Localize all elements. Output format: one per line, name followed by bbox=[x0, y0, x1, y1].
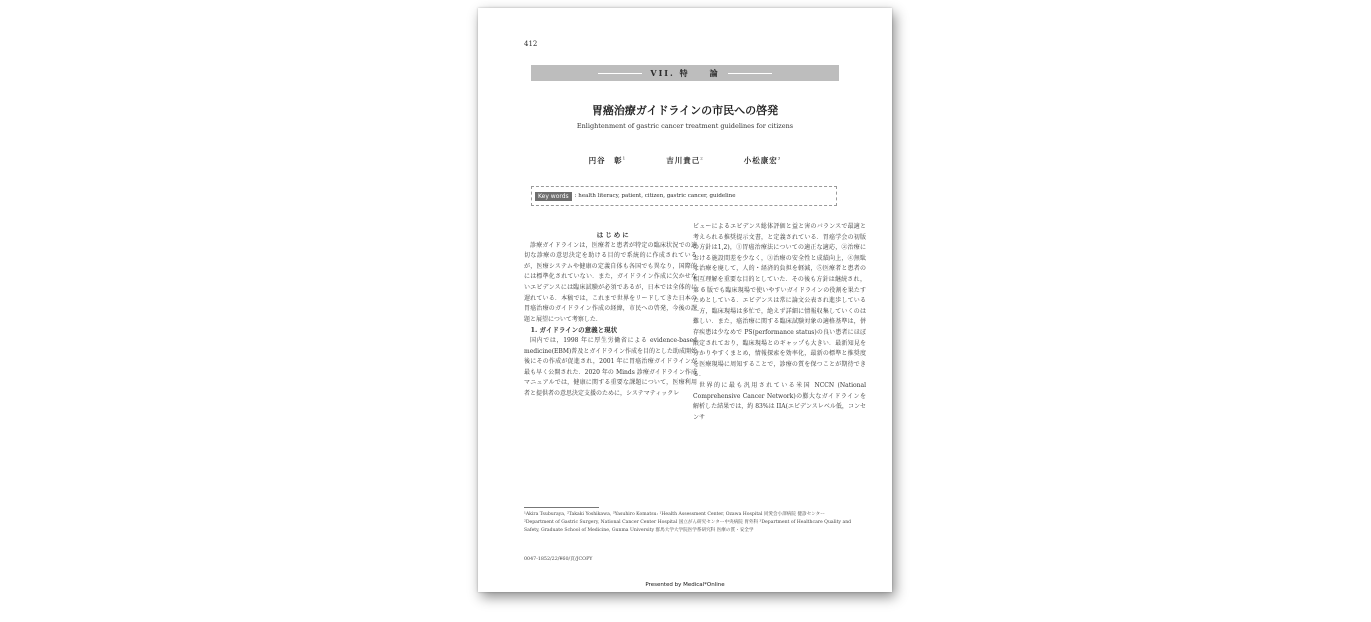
article-subtitle: Enlightenment of gastric cancer treatment guidelines for citizens bbox=[576, 122, 794, 130]
banner-rule-right bbox=[728, 73, 772, 74]
author-list bbox=[478, 155, 892, 166]
keywords-label: Key words bbox=[535, 192, 572, 201]
intro-paragraph: 診療ガイドラインは，医療者と患者が特定の臨床状況での適切な診療の意思決定を助ける目的で系統的に作成されているが，医療システムや健康の定義自体も各国でも異なり，国際的には標準化されていない．また，ガイドライン作成に欠かせないエビデンスには臨床試験が必須であるが，日本では全体的に遅れている．本稿では，これまで世界をリードしてきた日本の胃癌治療のガイドライン作成の経緯，市民への啓発，今後の課題と展望について考察した． bbox=[524, 241, 697, 323]
banner-text: VII. 特 論 bbox=[650, 67, 720, 78]
presented-by: Presented by Medical*Online bbox=[645, 582, 725, 588]
col2-paragraph-2: 世界的に最も汎用されている米国 NCCN (National Comprehensive Cancer Network)の膨大なガイドラインを解析した結果では，約 83%は IIA(エビデンスレベル低，コンセンサ bbox=[693, 381, 866, 421]
section1-heading: 1. ガイドラインの意義と現状 bbox=[530, 326, 618, 335]
column-left bbox=[524, 230, 697, 400]
footnote-separator bbox=[524, 507, 599, 508]
intro-heading: はじめに bbox=[596, 231, 631, 239]
author-1: 円谷 彰$^1$ bbox=[588, 155, 627, 165]
footnote: ¹Akira Tsuburaya, ²Takaki Yoshikawa, ³Yasuhiro Komatsu: ¹Health Assessment Center, Ozawa Hospital 同愛会小澤病院 健診センター ²Department of Gastric Surgery, National Cancer Center Hospital 国立がん研究センター中央病院 胃外科 ³Department of Healthcare Quality and Safety, Graduate School of Medicine, Gunma University 群馬大学大学院医学系研究科 医療の質・安全学 bbox=[524, 512, 852, 533]
journal-code: 0047-1852/22/¥60/頁/JCOPY bbox=[524, 557, 593, 562]
col2-paragraph-1: ビューによるエビデンス総体評価と益と害のバランスで最適と考えられる推奨提示文書，と定義されている．胃癌学会の初版の方針は1,2)，①胃癌治療法についての適正な適応，②治療における施設間差を少なく，③治療の安全性と成績向上，④無駄な治療を廃して，人的・経済的負担を軽減，⑤医療者と患者の相互理解を重要な目的としていた．その後も方針は継続され，第 6 版でも臨床現場で使いやすいガイドラインの役割を果たすためとしている．エビデンスは常に論文公表され進歩している一方，臨床現場は多忙で，絶えず詳細に情報収集していくのは難しい．また，癌治療に関する臨床試験対象の適格基準は，併存疾患は少なめで PS(performance status)の良い患者にほぼ限定されており，臨床現場とのギャップも大きい．最新知見を分かりやすくまとめ，情報探索を効率化，最新の標準と推奨度を医療現場に周知することで，診療の質を保つことが期待できる． bbox=[693, 223, 866, 379]
section1-paragraph: 国内では，1998 年に厚生労働省による evidence-based medicine(EBM)普及とガイドライン作成を目的とした助成開始後にその作成が促進され，2001 年に胃癌治療ガイドラインが最も早く公開された．2020 年の Minds 診療ガイドライン作成マニュアルでは，健康に関する重要な課題について，医療利用者と提供者の意思決定支援のために，システマティックレ bbox=[524, 336, 697, 397]
paper-page bbox=[478, 8, 892, 592]
keywords-box bbox=[531, 186, 837, 206]
article-title: 胃癌治療ガイドラインの市民への啓発 bbox=[591, 104, 779, 117]
page-number: 412 bbox=[524, 40, 538, 48]
author-3: 小松康宏$^3$ bbox=[743, 155, 782, 165]
banner-rule-left bbox=[598, 73, 642, 74]
section-banner bbox=[531, 65, 839, 81]
column-right bbox=[693, 222, 866, 423]
author-2: 吉川貴己$^2$ bbox=[666, 155, 704, 165]
keywords-text: : health literacy, patient, citizen, gastric cancer, guideline bbox=[574, 193, 736, 199]
